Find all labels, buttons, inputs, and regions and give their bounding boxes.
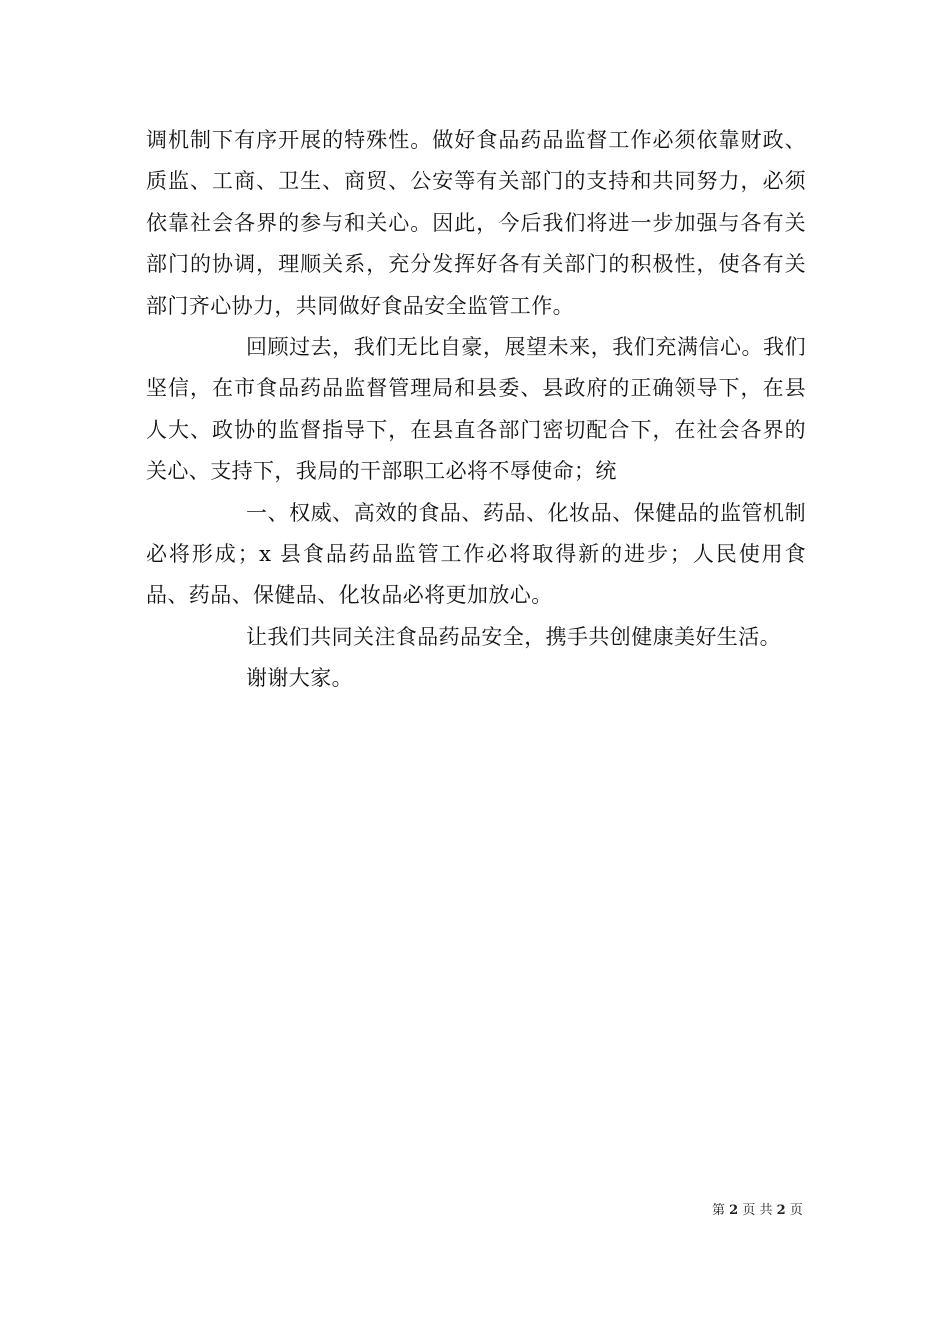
paragraph-continued: 调机制下有序开展的特殊性。做好食品药品监督工作必须依靠财政、质监、工商、卫生、商贸、公安等有关部门的支持和共同努力，必须依靠社会各界的参与和关心。因此，今后我们将进一步加强与各有关部门的协调，理顺关系，充分发挥好各有关部门的积极性，使各有关部门齐心协力，共同做好食品安全监管工作。	[146, 128, 806, 318]
paragraph-goals: 一、权威、高效的食品、药品、化妆品、保健品的监管机制必将形成；x 县食品药品监管工作必将取得新的进步；人民使用食品、药品、保健品、化妆品必将更加放心。	[146, 500, 806, 608]
footer-middle: 页 共	[742, 1203, 773, 1218]
paragraph-call-to-action: 让我们共同关注食品药品安全，携手共创健康美好生活。	[246, 624, 781, 649]
page-number-footer	[712, 1201, 803, 1221]
footer-prefix: 第	[712, 1203, 726, 1218]
footer-current-page: 2	[729, 1203, 739, 1218]
paragraph-closing: 谢谢大家。	[246, 666, 353, 691]
paragraph-outlook: 回顾过去，我们无比自豪，展望未来，我们充满信心。我们坚信，在市食品药品监督管理局和县委、县政府的正确领导下，在县人大、政协的监督指导下，在县直各部门密切配合下，在社会各界的关心、支持下，我局的干部职工必将不辱使命；统	[146, 335, 806, 484]
footer-total-pages: 2	[776, 1203, 786, 1218]
footer-suffix: 页	[789, 1203, 803, 1218]
document-body	[146, 120, 806, 700]
